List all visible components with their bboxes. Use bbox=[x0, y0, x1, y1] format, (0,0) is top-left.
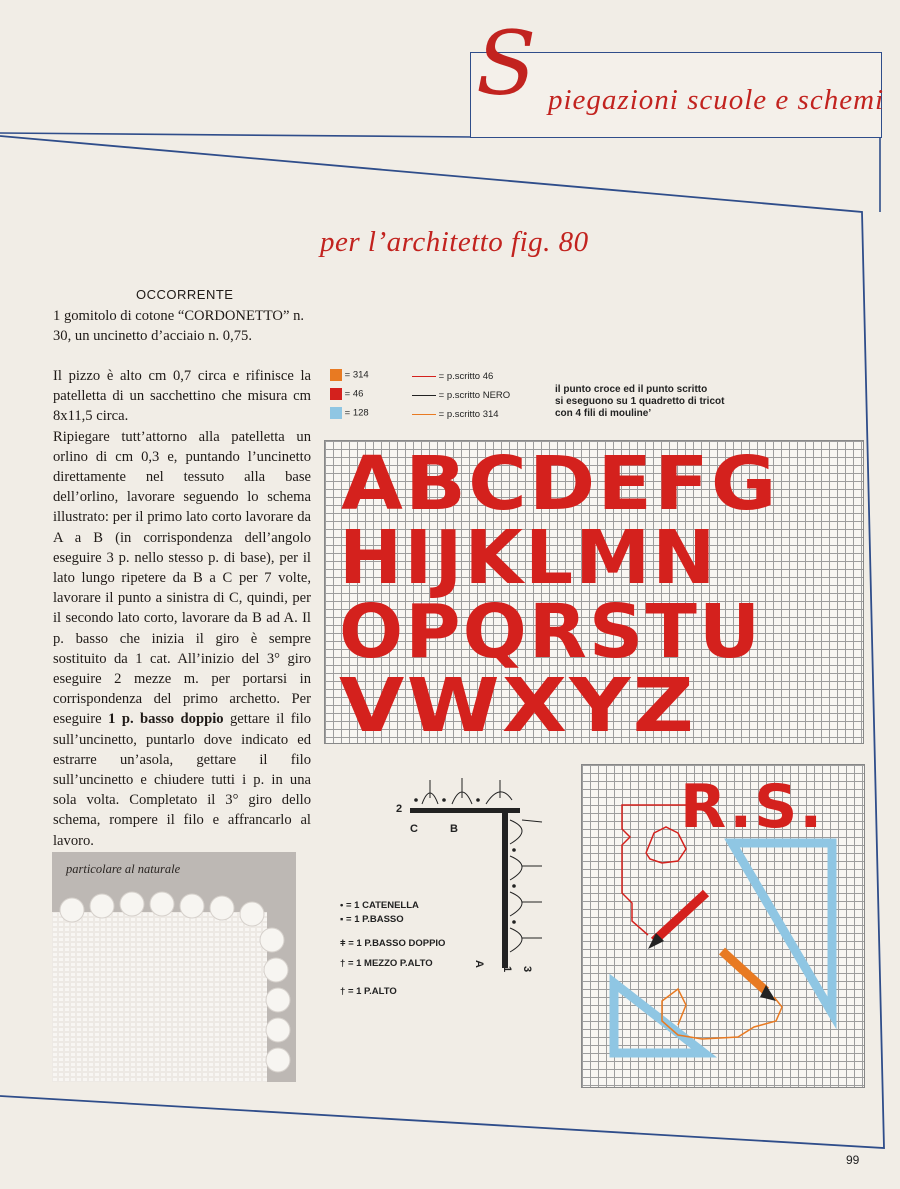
symbol-legend-label: = 1 P.BASSO DOPPIO bbox=[348, 938, 446, 949]
line-legend-46 bbox=[412, 371, 493, 382]
instructions-paragraph-2 bbox=[53, 427, 311, 851]
line-sample-orange bbox=[412, 414, 436, 415]
monogram-chart bbox=[581, 764, 865, 1088]
color-legend-label: = 128 bbox=[344, 407, 369, 419]
instructions-paragraph-1: Il pizzo è alto cm 0,7 circa e rifinisce la patelletta di un sacchettino che misura cm 8x11,5 circa. bbox=[53, 368, 311, 425]
stitch-note-line: si eseguono su 1 quadretto di tricot bbox=[555, 396, 725, 407]
swatch-red bbox=[330, 388, 342, 400]
symbol-legend-chain bbox=[340, 900, 419, 911]
chain-symbol-icon: • bbox=[340, 900, 344, 911]
alphabet-chart bbox=[324, 440, 864, 749]
double-crochet-icon: † bbox=[340, 986, 346, 997]
symbol-legend-half-double bbox=[340, 958, 433, 969]
symbol-legend-label: = 1 P.BASSO bbox=[346, 914, 404, 925]
architect-tools-drawing bbox=[582, 765, 864, 1087]
line-legend-314 bbox=[412, 409, 499, 420]
lace-photo-image bbox=[52, 852, 296, 1082]
line-sample-red bbox=[412, 376, 436, 377]
color-legend-46 bbox=[330, 388, 363, 400]
swatch-blue bbox=[330, 407, 342, 419]
single-crochet-icon: ▪ bbox=[340, 914, 344, 925]
section-title: per l’architetto fig. 80 bbox=[320, 226, 589, 258]
header-initial: S bbox=[476, 12, 537, 115]
point-c-label: C bbox=[410, 823, 418, 835]
stitch-note-line: il punto croce ed il punto scritto bbox=[555, 384, 708, 395]
color-legend-314 bbox=[330, 369, 369, 381]
instructions-text-a: Ripiegare tutt’attorno alla patelletta un orlino di cm 0,3 e, puntando l’uncinetto direttamente nel tessuto alla base dell’orlino, lavorare seguendo lo schema illustrato: per il primo lato corto lavorare da A a B (in corrispondenza dell’angolo eseguire 3 p. nello stesso p. di base), per il lato lungo ripetere da B a C per 7 volte, lavorare il punto a sinistra di C, quindi, per il secondo lato corto, lavorare da B ad A. Il p. basso che inizia il giro è sempre sostituito da 1 cat. All’inizio del 3° giro eseguire 2 mezze m. per portarsi in corrispondenza del primo archetto. Per eseguire bbox=[53, 428, 311, 728]
swatch-orange bbox=[330, 369, 342, 381]
symbol-legend-label: = 1 CATENELLA bbox=[345, 900, 419, 911]
instructions-text bbox=[53, 366, 311, 851]
alphabet-row-4: VWXYZ bbox=[339, 663, 697, 749]
line-legend-label: = p.scritto NERO bbox=[438, 390, 511, 401]
color-legend-128 bbox=[330, 407, 369, 419]
row-1-label: 1 bbox=[501, 966, 513, 973]
row-2-label: 2 bbox=[396, 803, 403, 815]
alphabet-row-3: OPQRSTU bbox=[339, 589, 763, 675]
photo-caption: particolare al naturale bbox=[66, 862, 181, 876]
symbol-legend-double bbox=[340, 986, 397, 997]
page-number: 99 bbox=[846, 1153, 860, 1167]
line-legend-label: = p.scritto 314 bbox=[438, 409, 499, 420]
double-single-icon: ǂ bbox=[340, 938, 346, 949]
symbol-legend-label: = 1 MEZZO P.ALTO bbox=[347, 958, 433, 969]
alphabet-row-1: ABCDEFG bbox=[341, 441, 779, 527]
monogram-letters: R.S. bbox=[680, 772, 825, 842]
color-legend-label: = 314 bbox=[344, 369, 369, 381]
header-title: piegazioni scuole e schemi bbox=[548, 84, 885, 116]
instructions-bold: 1 p. basso doppio bbox=[108, 711, 224, 728]
line-legend-label: = p.scritto 46 bbox=[438, 371, 494, 382]
materials-text: 1 gomitolo di cotone “CORDONETTO” n. 30, un uncinetto d’acciaio n. 0,75. bbox=[53, 308, 305, 345]
color-legend-label: = 46 bbox=[344, 388, 364, 400]
row-3-label: 3 bbox=[521, 966, 533, 973]
materials-heading: OCCORRENTE bbox=[136, 287, 234, 302]
alphabet-row-2: HIJKLMN bbox=[339, 515, 718, 601]
symbol-legend-double-single bbox=[340, 938, 445, 949]
half-double-icon: † bbox=[340, 958, 346, 969]
symbol-legend-label: = 1 P.ALTO bbox=[347, 986, 397, 997]
instructions-text-b: gettare il filo sull’uncinetto, puntarlo dove indicato ed estrarre un’asola, gettare il filo sull’uncinetto e chiudere tutti i p. in una sola volta. Completato il 3° giro dello schema, rompere il filo e affrancarlo al lavoro. bbox=[53, 711, 311, 849]
line-legend-nero bbox=[412, 390, 510, 401]
lace-detail-photo bbox=[52, 852, 296, 1082]
stitch-note bbox=[555, 384, 724, 420]
point-b-label: B bbox=[450, 823, 458, 835]
line-sample-black bbox=[412, 395, 436, 396]
symbol-legend-single bbox=[340, 914, 404, 925]
stitch-note-line: con 4 fili di mouline’ bbox=[555, 408, 652, 419]
point-a-label: A bbox=[473, 960, 485, 968]
